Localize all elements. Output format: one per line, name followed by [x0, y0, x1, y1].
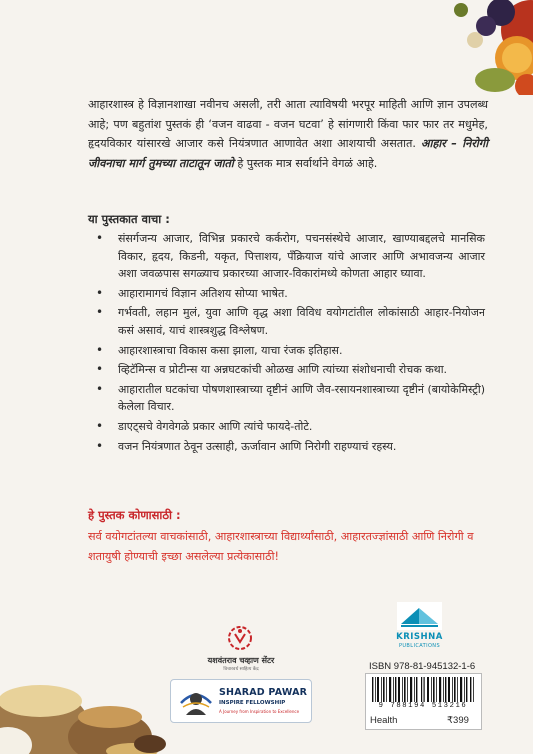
list-item: • आहारशास्त्राचा विकास कसा झाला, याचा रंजक इतिहास.: [93, 342, 485, 360]
isbn-number: ISBN 978-81-945132-1-6: [369, 661, 476, 672]
fellowship-title: SHARAD PAWAR: [219, 687, 308, 698]
krishna-publications-logo-icon: [397, 602, 442, 630]
yc-center-subtitle: विचारवर्ध साहित्य केंद्र: [223, 667, 259, 672]
yc-center-logo-icon: [227, 625, 253, 651]
barcode-number: 9 788194 513216: [366, 702, 480, 710]
grains-sacks-image: [0, 639, 170, 754]
fellowship-subtitle: INSPIRE FELLOWSHIP: [219, 700, 286, 706]
fellowship-tagline: A Journey from Inspiration to Excellence: [219, 709, 300, 714]
read-heading: या पुस्तकात वाचा :: [88, 212, 170, 226]
fruits-image: [383, 0, 533, 95]
list-item: • व्हिटॅमिन्स व प्रोटीन्स या अन्नघटकांची ओळख आणि त्यांच्या संशोधनाची रोचक कथा.: [93, 361, 485, 379]
list-item: • आहारामागचं विज्ञान अतिशय सोप्या भाषेत.: [93, 285, 485, 303]
intro-paragraph: [88, 95, 488, 173]
book-title-emphasis: आहार – निरोगी जीवनाचा मार्ग तुमच्या ताटातून जातो: [88, 137, 488, 170]
fellowship-portrait-icon: [179, 685, 213, 717]
genre-label: Health: [370, 715, 398, 726]
audience-text: सर्व वयोगटांतल्या वाचकांसाठी, आहारशास्त्राच्या विद्यार्थ्यांसाठी, आहारतज्ज्ञांसाठी आणि निरोगी व शतायुषी होण्याची इच्छा असलेल्या प्रत्येकासाठी!: [88, 530, 474, 563]
yc-center-name: यशवंतराव चव्हाण सेंटर: [207, 656, 275, 665]
intro-text-2: हे पुस्तक मात्र सर्वार्थाने वेगळं आहे.: [237, 156, 378, 170]
audience-heading: हे पुस्तक कोणासाठी :: [88, 508, 181, 522]
list-item: • आहारातील घटकांचा पोषणशास्त्राच्या दृष्टीनं आणि जैव-रसायनशास्त्राच्या दृष्टीनं (बायोकेमिस्ट्री) केलेला विचार.: [93, 381, 485, 416]
price-label: ₹399: [447, 715, 469, 726]
krishna-subtitle: PUBLICATIONS: [398, 643, 441, 649]
list-item: • गर्भवती, लहान मुलं, युवा आणि वृद्ध अशा विविध वयोगटांतील लोकांसाठी आहार-नियोजन कसं असावं, याचं शास्त्रशुद्ध विश्लेषण.: [93, 304, 485, 339]
intro-text-1: आहारशास्त्र हे विज्ञानशाखा नवीनच असली, तरी आता त्याविषयी भरपूर माहिती आणि ज्ञान उपलब्ध आहे; पण बहुतांश पुस्तकं ही ‘वजन वाढवा - वजन घटवा’ हे सांगणारी किंवा फार फार तर मधुमेह, हृदयविकार यांसारखे आजार कसे नियंत्रणात आणावेत अशा आशयाची असतात.: [88, 98, 488, 151]
list-item: • संसर्गजन्य आजार, विभिन्न प्रकारचे कर्करोग, पचनसंस्थेचे आजार, खाण्याबद्दलचे मानसिक विकार, हृदय, किडनी, यकृत, पित्ताशय, पॅंक्रियाज यांचे आजार आणि अभावजन्य आजार अशा जवळपास सगळ्याच प्रकारच्या आजार-विकारांमध्ये कोणता आहार घ्यावा.: [93, 230, 485, 283]
krishna-name: KRISHNA: [396, 632, 443, 642]
list-item: • डाएट्सचे वेगवेगळे प्रकार आणि त्यांचे फायदे-तोटे.: [93, 418, 485, 436]
read-list: [93, 230, 485, 457]
list-item: • वजन नियंत्रणात ठेवून उत्साही, ऊर्जावान आणि निरोगी राहण्याचं रहस्य.: [93, 438, 485, 456]
fellowship-badge: [170, 679, 312, 723]
